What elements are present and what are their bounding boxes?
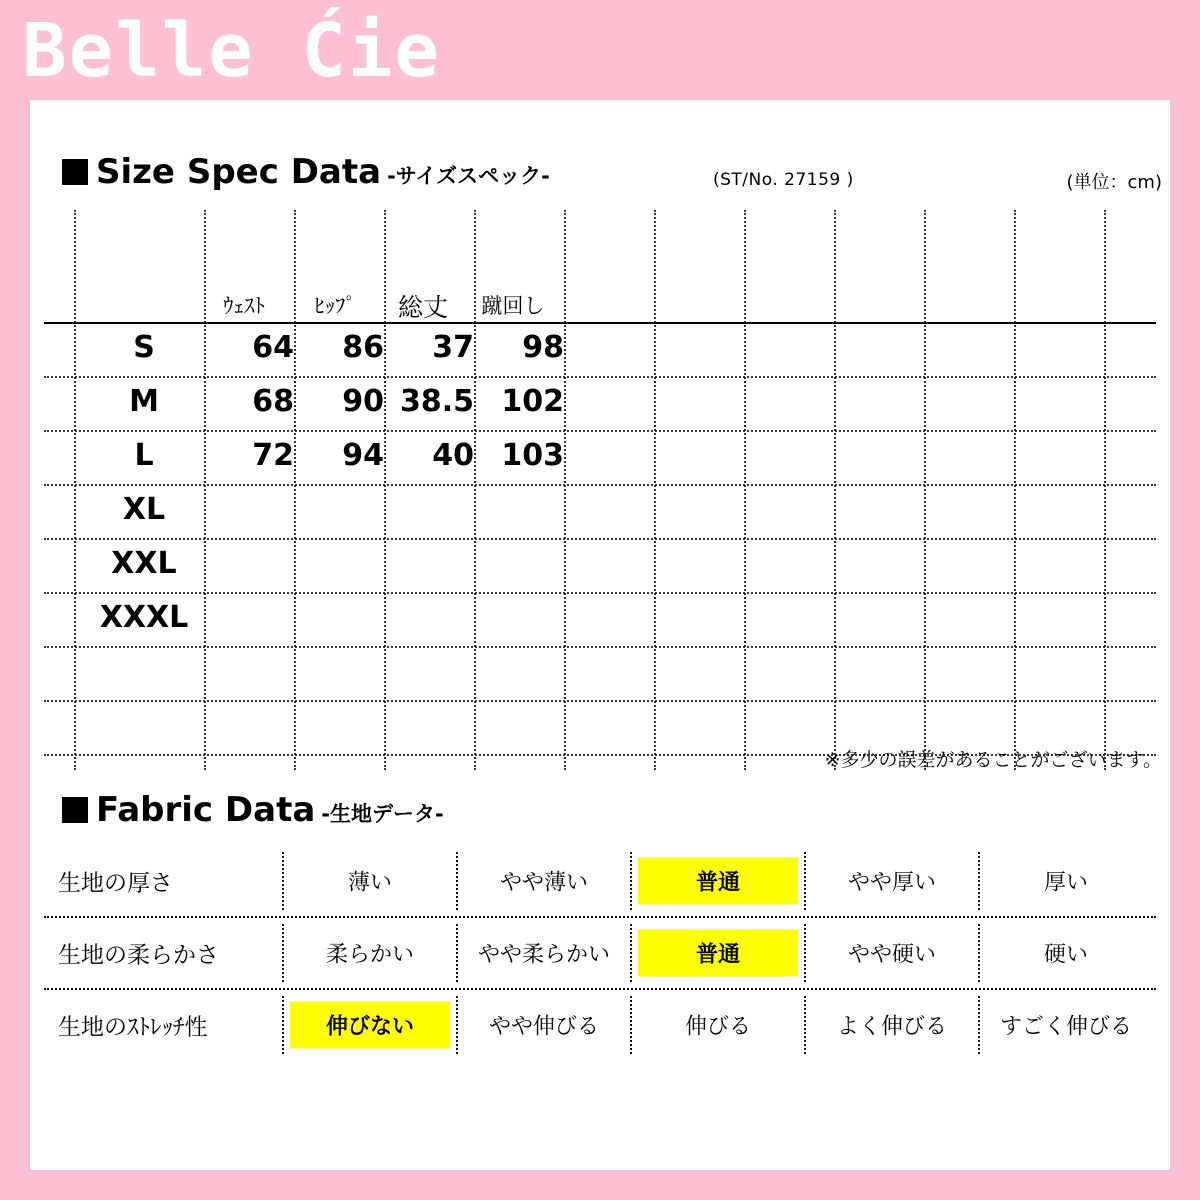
square-bullet-icon-2 bbox=[62, 797, 88, 823]
cell-m-waist: 68 bbox=[252, 384, 294, 419]
style-number: (ST/No. 27159 ) bbox=[713, 170, 854, 190]
column-header-waist: ｳｪｽﾄ bbox=[223, 294, 265, 318]
cell-m-hem: 102 bbox=[501, 384, 564, 419]
fabric-option-slightly-hard[interactable]: やや硬い bbox=[847, 942, 936, 968]
row-label-xxl: XXL bbox=[111, 546, 177, 581]
spec-sheet bbox=[30, 100, 1170, 1170]
cell-s-hip: 86 bbox=[342, 330, 384, 365]
row-label-s: S bbox=[133, 330, 155, 365]
fabric-option-slightly-thin[interactable]: やや薄い bbox=[499, 870, 588, 896]
measurement-note: ※多少の誤差があることがございます。 bbox=[824, 749, 1162, 771]
fabric-option-slight-stretch[interactable]: やや伸びる bbox=[488, 1014, 599, 1040]
fabric-option-slightly-soft[interactable]: やや柔らかい bbox=[477, 942, 610, 968]
fabric-label-thickness: 生地の厚さ bbox=[58, 870, 173, 897]
fabric-option-thick[interactable]: 厚い bbox=[1043, 870, 1088, 896]
fabric-option-normal-thickness[interactable]: 普通 bbox=[638, 858, 798, 905]
fabric-row-softness bbox=[44, 917, 1156, 989]
fabric-row-thickness bbox=[44, 845, 1156, 917]
brand-logo: Belle Ćie bbox=[22, 8, 441, 94]
fabric-table bbox=[44, 845, 1156, 1061]
fabric-option-slightly-thick[interactable]: やや厚い bbox=[847, 870, 936, 896]
fabric-data-heading bbox=[62, 790, 444, 830]
column-header-hip: ﾋｯﾌﾟ bbox=[314, 294, 356, 318]
fabric-option-no-stretch[interactable]: 伸びない bbox=[290, 1002, 450, 1049]
fabric-data-title-en: Fabric Data bbox=[96, 790, 316, 830]
cell-m-length: 38.5 bbox=[399, 384, 474, 419]
fabric-label-softness: 生地の柔らかさ bbox=[58, 942, 219, 969]
size-spec-heading bbox=[62, 152, 550, 192]
cell-l-waist: 72 bbox=[252, 438, 294, 473]
cell-l-hip: 94 bbox=[342, 438, 384, 473]
fabric-option-good-stretch[interactable]: よく伸びる bbox=[836, 1014, 947, 1040]
fabric-option-thin[interactable]: 薄い bbox=[347, 870, 392, 896]
row-label-xxxl: XXXL bbox=[99, 600, 189, 635]
cell-l-hem: 103 bbox=[501, 438, 564, 473]
row-label-l: L bbox=[134, 438, 154, 473]
fabric-option-stretch[interactable]: 伸びる bbox=[684, 1014, 751, 1040]
cell-m-hip: 90 bbox=[342, 384, 384, 419]
fabric-label-stretch: 生地のｽﾄﾚｯﾁ性 bbox=[58, 1014, 208, 1041]
column-header-hem: 蹴回し bbox=[481, 294, 545, 318]
unit-label: (単位：cm) bbox=[1066, 172, 1162, 193]
cell-l-length: 40 bbox=[432, 438, 474, 473]
cell-s-length: 37 bbox=[432, 330, 474, 365]
row-label-xl: XL bbox=[122, 492, 166, 527]
square-bullet-icon bbox=[62, 159, 88, 185]
column-header-length: 総丈 bbox=[397, 293, 448, 322]
size-spec-title-en: Size Spec Data bbox=[96, 152, 382, 192]
size-spec-title-jp: -サイズスペック- bbox=[387, 164, 550, 188]
fabric-data-title-jp: -生地データ- bbox=[321, 802, 444, 826]
fabric-row-stretch bbox=[44, 989, 1156, 1061]
fabric-option-hard[interactable]: 硬い bbox=[1043, 942, 1088, 968]
fabric-option-normal-softness[interactable]: 普通 bbox=[638, 930, 798, 977]
cell-s-waist: 64 bbox=[252, 330, 294, 365]
fabric-option-soft[interactable]: 柔らかい bbox=[325, 942, 414, 968]
cell-s-hem: 98 bbox=[522, 330, 564, 365]
row-label-m: M bbox=[129, 384, 159, 419]
fabric-option-very-stretchy[interactable]: すごく伸びる bbox=[999, 1014, 1132, 1040]
